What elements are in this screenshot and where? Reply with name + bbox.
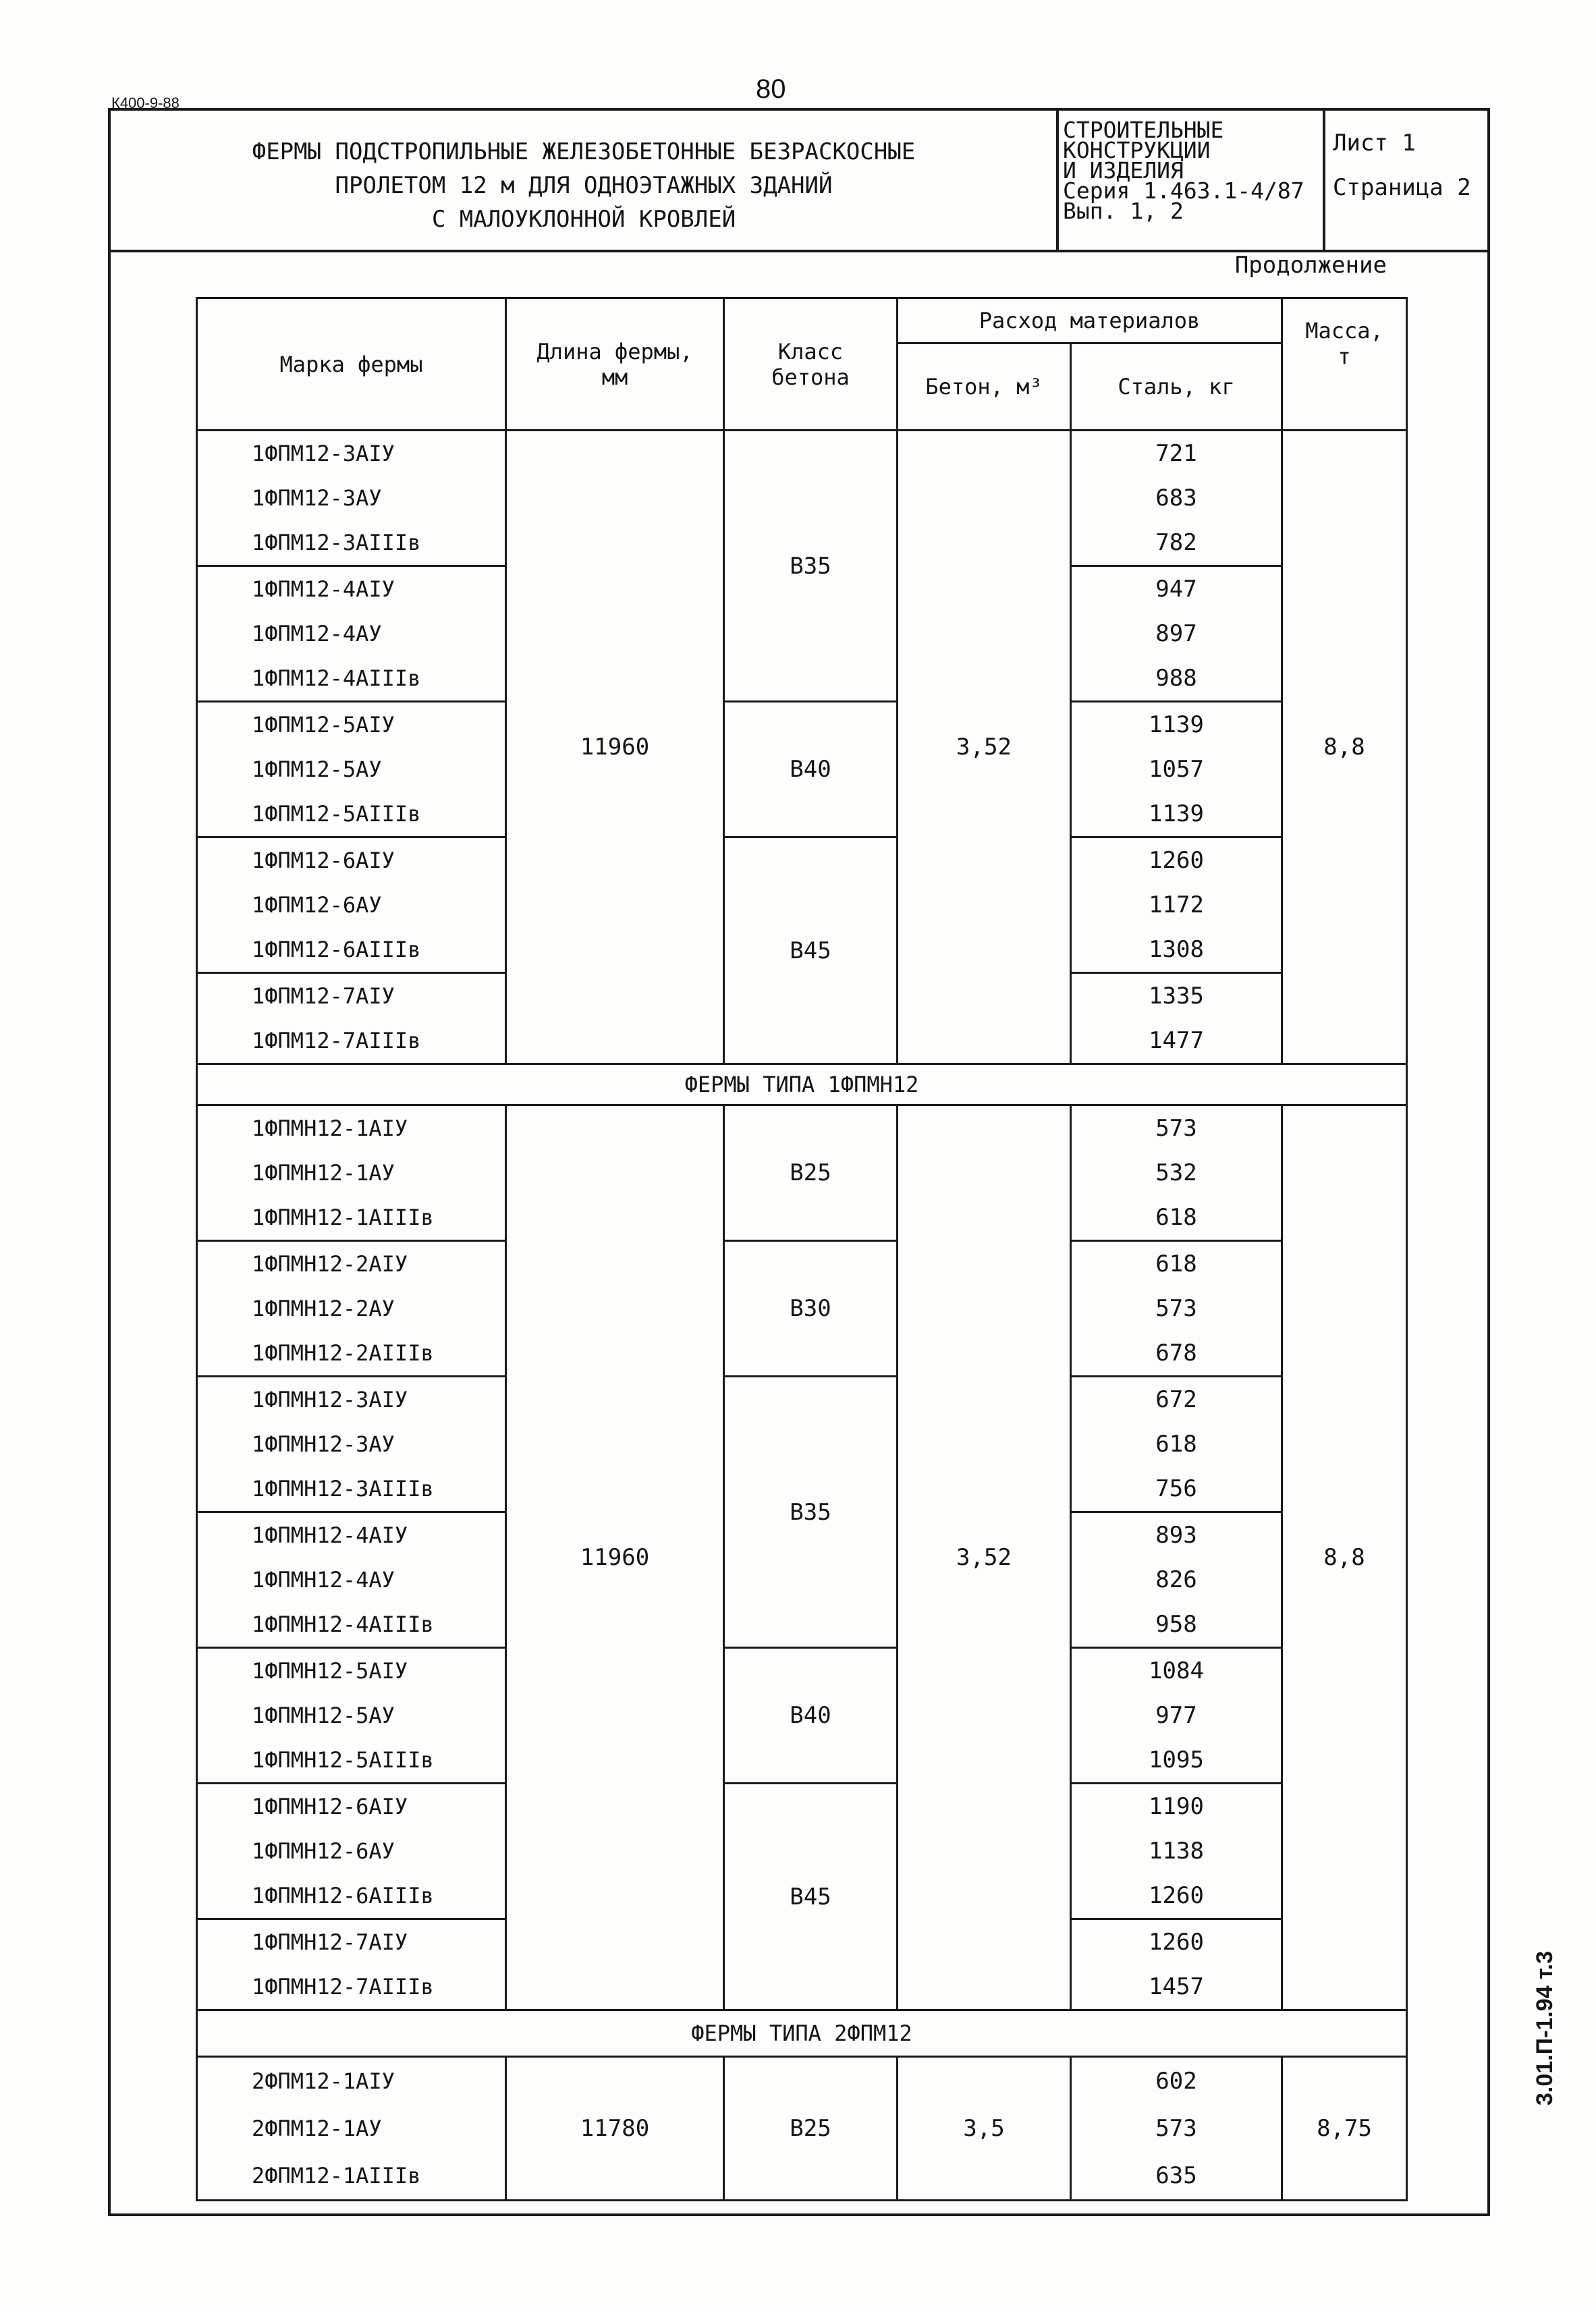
sheet-label: Лист 1 <box>1333 130 1416 157</box>
concrete-class-cell: В45 <box>724 1784 898 2010</box>
mass-cell: 8,75 <box>1282 2057 1407 2201</box>
table-row-mark: 1ФПМ12-4АIУ <box>197 566 506 612</box>
steel-cell: 678 <box>1071 1331 1282 1377</box>
table-row-mark: 1ФПМН12-6АIIIв <box>197 1873 506 1919</box>
header-mark: Марка фермы <box>197 298 506 431</box>
steel-cell: 782 <box>1071 520 1282 566</box>
steel-cell: 602 <box>1071 2057 1282 2105</box>
length-cell: 11960 <box>506 1105 724 2010</box>
table-row-mark: 1ФПМ12-3АIУ <box>197 431 506 476</box>
steel-cell: 573 <box>1071 1286 1282 1331</box>
mass-cell: 8,8 <box>1282 431 1407 1064</box>
steel-cell: 988 <box>1071 656 1282 702</box>
steel-cell: 756 <box>1071 1466 1282 1512</box>
steel-cell: 1139 <box>1071 702 1282 748</box>
table-row-mark: 1ФПМН12-6АIУ <box>197 1784 506 1829</box>
table-row-mark: 1ФПМН12-7АIIIв <box>197 1964 506 2010</box>
table-row-mark: 1ФПМ12-4АIIIв <box>197 656 506 702</box>
steel-cell: 958 <box>1071 1602 1282 1648</box>
page-label: Страница 2 <box>1333 174 1471 201</box>
steel-cell: 1057 <box>1071 747 1282 792</box>
length-cell: 11780 <box>506 2057 724 2201</box>
steel-cell: 1335 <box>1071 973 1282 1019</box>
concrete-class-cell: В35 <box>724 1377 898 1648</box>
steel-cell: 1260 <box>1071 1919 1282 1965</box>
steel-cell: 826 <box>1071 1558 1282 1602</box>
steel-cell: 893 <box>1071 1512 1282 1558</box>
concrete-class-cell: В40 <box>724 702 898 837</box>
section-title: ФЕРМЫ ТИПА 2ФПМ12 <box>197 2010 1407 2057</box>
table-row-mark: 1ФПМН12-5АIIIв <box>197 1738 506 1784</box>
steel-cell: 618 <box>1071 1195 1282 1241</box>
table-row-mark: 1ФПМ12-6АУ <box>197 883 506 927</box>
mass-cell: 8,8 <box>1282 1105 1407 2010</box>
document-title: ФЕРМЫ ПОДСТРОПИЛЬНЫЕ ЖЕЛЕЗОБЕТОННЫЕ БЕЗРАСКОСНЫЕ ПРОЛЕТОМ 12 м ДЛЯ ОДНОЭТАЖНЫХ ЗДАНИЙ С МАЛОУКЛОННОЙ КРОВЛЕЙ <box>252 138 916 233</box>
steel-cell: 1260 <box>1071 837 1282 883</box>
concrete-class-cell: В25 <box>724 2057 898 2201</box>
concrete-class-cell: В40 <box>724 1648 898 1784</box>
steel-cell: 1138 <box>1071 1829 1282 1873</box>
steel-cell: 1172 <box>1071 883 1282 927</box>
concrete-class-cell: В25 <box>724 1105 898 1241</box>
header-materials: Расход материалов <box>898 298 1282 343</box>
concrete-volume-cell: 3,52 <box>898 431 1071 1064</box>
concrete-class-cell: В45 <box>724 837 898 1064</box>
steel-cell: 947 <box>1071 566 1282 612</box>
section-title: ФЕРМЫ ТИПА 1ФПМН12 <box>197 1064 1407 1105</box>
concrete-volume-cell: 3,52 <box>898 1105 1071 2010</box>
steel-cell: 1457 <box>1071 1964 1282 2010</box>
table-row-mark: 1ФПМ12-3АIIIв <box>197 520 506 566</box>
table-row-mark: 1ФПМН12-2АУ <box>197 1286 506 1331</box>
table-row-mark: 2ФПМ12-1АIУ <box>197 2057 506 2105</box>
steel-cell: 1084 <box>1071 1648 1282 1694</box>
table-row-mark: 1ФПМ12-7АIУ <box>197 973 506 1019</box>
steel-cell: 1477 <box>1071 1018 1282 1064</box>
page-number: 80 <box>756 74 786 104</box>
table-row-mark: 1ФПМ12-6АIУ <box>197 837 506 883</box>
table-row-mark: 1ФПМН12-1АIУ <box>197 1105 506 1151</box>
document-code: К400-9-88 <box>111 94 180 111</box>
table-row-mark: 1ФПМ12-5АIIIв <box>197 792 506 837</box>
header-concrete: Бетон, м³ <box>898 343 1071 431</box>
table-row-mark: 1ФПМН12-1АУ <box>197 1151 506 1195</box>
header-length: Длина фермы, мм <box>506 298 724 431</box>
table-row-mark: 1ФПМ12-7АIIIв <box>197 1018 506 1064</box>
concrete-class-cell: В30 <box>724 1241 898 1377</box>
steel-cell: 573 <box>1071 2105 1282 2152</box>
table-row-mark: 1ФПМН12-4АУ <box>197 1558 506 1602</box>
steel-cell: 1095 <box>1071 1738 1282 1784</box>
table-row-mark: 1ФПМН12-5АУ <box>197 1693 506 1738</box>
steel-cell: 573 <box>1071 1105 1282 1151</box>
table-row-mark: 1ФПМ12-3АУ <box>197 476 506 520</box>
table-row-mark: 1ФПМН12-2АIУ <box>197 1241 506 1287</box>
title-block-divider-1 <box>1056 108 1059 251</box>
table-row-mark: 1ФПМН12-3АУ <box>197 1422 506 1466</box>
steel-cell: 721 <box>1071 431 1282 476</box>
archive-stamp: 3.01.П-1.94 т.3 <box>1532 1950 1558 2105</box>
table-row-mark: 1ФПМН12-3АIIIв <box>197 1466 506 1512</box>
table-row-mark: 1ФПМН12-6АУ <box>197 1829 506 1873</box>
continuation-label: Продолжение <box>1234 252 1387 279</box>
table-row-mark: 2ФПМ12-1АIIIв <box>197 2152 506 2201</box>
steel-cell: 1308 <box>1071 927 1282 973</box>
steel-cell: 635 <box>1071 2152 1282 2201</box>
series-block: СТРОИТЕЛЬНЫЕ КОНСТРУКЦИИ И ИЗДЕЛИЯ Серия 1.463.1-4/87 Вып. 1, 2 <box>1063 117 1304 224</box>
table-row-mark: 1ФПМ12-4АУ <box>197 611 506 656</box>
table-row-mark: 1ФПМН12-7АIУ <box>197 1919 506 1965</box>
steel-cell: 1260 <box>1071 1873 1282 1919</box>
table-row-mark: 1ФПМН12-2АIIIв <box>197 1331 506 1377</box>
table-row-mark: 1ФПМН12-4АIУ <box>197 1512 506 1558</box>
table-row-mark: 1ФПМН12-5АIУ <box>197 1648 506 1694</box>
steel-cell: 1139 <box>1071 792 1282 837</box>
steel-cell: 897 <box>1071 611 1282 656</box>
steel-cell: 1190 <box>1071 1784 1282 1829</box>
header-steel: Сталь, кг <box>1071 343 1282 431</box>
title-block-divider-2 <box>1323 108 1325 251</box>
steel-cell: 532 <box>1071 1151 1282 1195</box>
table-row-mark: 1ФПМН12-1АIIIв <box>197 1195 506 1241</box>
table-row-mark: 1ФПМ12-5АIУ <box>197 702 506 748</box>
header-mass: Масса, т <box>1282 298 1407 431</box>
table-row-mark: 1ФПМ12-5АУ <box>197 747 506 792</box>
steel-cell: 672 <box>1071 1377 1282 1423</box>
materials-table <box>196 297 1408 2201</box>
concrete-volume-cell: 3,5 <box>898 2057 1071 2201</box>
table-row-mark: 2ФПМ12-1АУ <box>197 2105 506 2152</box>
steel-cell: 683 <box>1071 476 1282 520</box>
table-row-mark: 1ФПМ12-6АIIIв <box>197 927 506 973</box>
length-cell: 11960 <box>506 431 724 1064</box>
concrete-class-cell: В35 <box>724 431 898 702</box>
table-row-mark: 1ФПМН12-4АIIIв <box>197 1602 506 1648</box>
steel-cell: 618 <box>1071 1241 1282 1287</box>
steel-cell: 977 <box>1071 1693 1282 1738</box>
steel-cell: 618 <box>1071 1422 1282 1466</box>
table-row-mark: 1ФПМН12-3АIУ <box>197 1377 506 1423</box>
header-class: Класс бетона <box>724 298 898 431</box>
